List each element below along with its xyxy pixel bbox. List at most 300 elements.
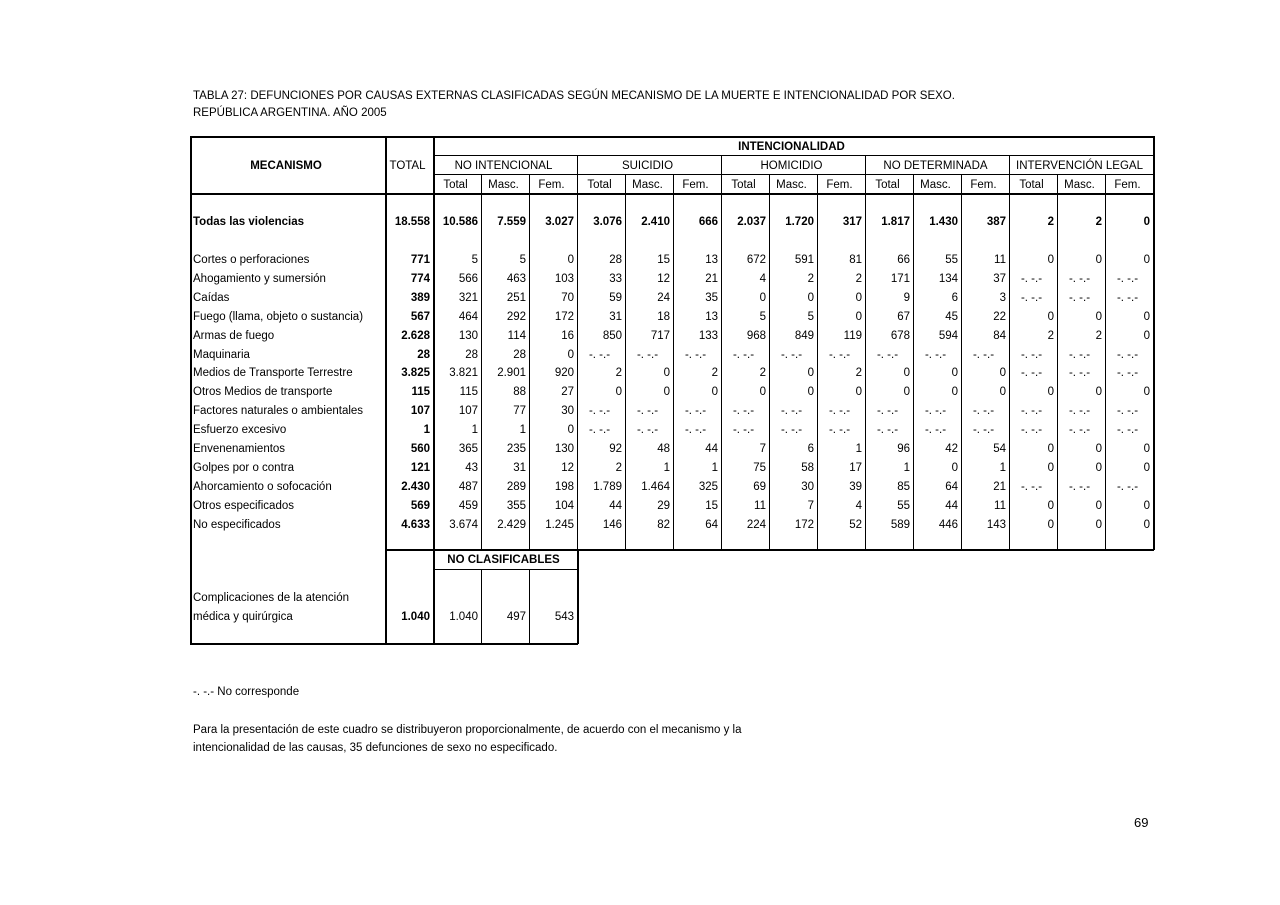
table-row-12-cell: 0 — [951, 462, 958, 474]
table-row-1-cell: 771 — [410, 254, 430, 266]
table-row-13-cell: 21 — [993, 481, 1006, 493]
subheader-5: Masc. — [632, 179, 663, 191]
table-row-10-cell: -. -.- — [636, 424, 659, 436]
table-row-3-cell: -. -.- — [1116, 292, 1139, 304]
table-row-3-cell: -. -.- — [1068, 292, 1091, 304]
table-row-6-cell: -. -.- — [588, 349, 611, 361]
subheader-1: Total — [443, 179, 468, 191]
table-row-6-cell: -. -.- — [828, 349, 851, 361]
table-row-13-label: Ahorcamiento o sofocación — [193, 481, 332, 493]
table-row-5-cell: 717 — [650, 330, 670, 342]
table-row-12-cell: 0 — [1095, 462, 1102, 474]
table-row-4-cell: 5 — [807, 311, 814, 323]
subheader-2: Masc. — [488, 179, 519, 191]
footnote-line-2: intencionalidad de las causas, 35 defunciones de sexo no especificado. — [193, 742, 558, 754]
table-row-6-cell: 28 — [465, 349, 478, 361]
table-row-7-cell: 2 — [615, 367, 622, 379]
footnote-line-1: Para la presentación de este cuadro se distribuyeron proporcionalmente, de acuerdo con el mecanismo y la — [193, 724, 742, 736]
table-row-9-cell: 107 — [410, 405, 430, 417]
table-row-9-cell: -. -.- — [1068, 405, 1091, 417]
table-row-8-cell: 0 — [759, 386, 766, 398]
table-row-13-cell: -. -.- — [1116, 481, 1139, 493]
table-row-10-cell: -. -.- — [828, 424, 851, 436]
table-row-5-cell: 114 — [507, 330, 526, 342]
table-row-5-cell: 2.628 — [401, 330, 430, 342]
table-row-13-cell: 64 — [945, 481, 958, 493]
table-row-1-cell: 15 — [657, 254, 670, 266]
table-row-14-cell: 459 — [458, 500, 478, 512]
table-row-11-cell: 48 — [657, 443, 670, 455]
table-row-9-cell: 30 — [561, 405, 574, 417]
table-row-4-cell: 31 — [609, 311, 622, 323]
table-row-2-cell: 171 — [890, 273, 910, 285]
subheader-3: Fem. — [538, 179, 565, 191]
total-row-cell: 7.559 — [497, 216, 526, 228]
table-row-1-cell: 66 — [897, 254, 910, 266]
table-row-4-cell: 67 — [897, 311, 910, 323]
table-row-2-cell: -. -.- — [1020, 273, 1043, 285]
table-row-13-cell: 85 — [897, 481, 910, 493]
table-row-8-label: Otros Medios de transporte — [193, 386, 333, 398]
table-bottom-border — [190, 643, 578, 645]
table-row-12-cell: 1 — [999, 462, 1006, 474]
table-row-5-cell: 849 — [794, 330, 814, 342]
subheader-14: Masc. — [1064, 179, 1095, 191]
table-row-11-label: Envenenamientos — [193, 443, 286, 455]
table-row-2-cell: 774 — [410, 273, 430, 285]
table-row-15-cell: 0 — [1095, 519, 1102, 531]
total-row-cell: 3.027 — [545, 216, 574, 228]
table-row-14-cell: 0 — [1143, 500, 1150, 512]
table-row-13-cell: -. -.- — [1068, 481, 1091, 493]
table-row-5-cell: 84 — [993, 330, 1006, 342]
table-row-8-cell: 0 — [1047, 386, 1054, 398]
table-row-12-cell: 121 — [410, 462, 430, 474]
table-row-4-cell: 0 — [1095, 311, 1102, 323]
table-row-10-cell: 1 — [471, 424, 478, 436]
table-row-11-cell: 7 — [759, 443, 766, 455]
nc-separator-2 — [529, 569, 530, 644]
table-row-11-cell: 0 — [1095, 443, 1102, 455]
table-row-8-cell: 0 — [807, 386, 814, 398]
table-row-4-cell: 464 — [458, 311, 478, 323]
table-row-7-cell: 2 — [711, 367, 718, 379]
table-row-12-cell: 0 — [1143, 462, 1150, 474]
complicaciones-cell: 1.040 — [401, 611, 430, 623]
table-row-3-label: Caídas — [193, 292, 230, 304]
table-row-5-cell: 678 — [890, 330, 910, 342]
group-header-4: NO DETERMINADA — [883, 160, 988, 172]
table-row-4-cell: 45 — [945, 311, 958, 323]
table-row-13-cell: 487 — [458, 481, 478, 493]
table-row-7-cell: 0 — [663, 367, 670, 379]
no-clasificables-right-border — [577, 549, 579, 644]
table-row-7-cell: 3.825 — [401, 367, 430, 379]
table-row-3-cell: 389 — [410, 292, 430, 304]
table-row-10-cell: -. -.- — [1020, 424, 1043, 436]
group-header-underline — [433, 174, 1154, 175]
table-row-12-cell: 12 — [561, 462, 574, 474]
table-row-2-cell: 21 — [705, 273, 718, 285]
table-row-15-label: No especificados — [193, 519, 281, 531]
table-row-1-cell: 5 — [519, 254, 526, 266]
table-row-11-cell: 1 — [855, 443, 862, 455]
table-row-4-cell: 567 — [410, 311, 430, 323]
table-row-12-cell: 75 — [753, 462, 766, 474]
table-row-6-cell: -. -.- — [1020, 349, 1043, 361]
table-row-1-cell: 5 — [471, 254, 478, 266]
total-row-cell: 666 — [698, 216, 718, 228]
table-row-8-cell: 0 — [903, 386, 910, 398]
table-row-12-cell: 2 — [615, 462, 622, 474]
table-row-2-cell: 566 — [458, 273, 478, 285]
page-number: 69 — [1134, 815, 1149, 830]
table-row-1-cell: 0 — [1095, 254, 1102, 266]
table-row-7-cell: -. -.- — [1068, 367, 1091, 379]
table-row-15-cell: 146 — [602, 519, 622, 531]
table-row-3-cell: 321 — [458, 292, 478, 304]
table-row-2-cell: 463 — [506, 273, 526, 285]
table-row-7-cell: 0 — [807, 367, 814, 379]
total-row-cell: 2.037 — [737, 216, 766, 228]
subheader-8: Masc. — [776, 179, 807, 191]
table-row-6-cell: -. -.- — [876, 349, 899, 361]
table-row-3-cell: -. -.- — [1020, 292, 1043, 304]
subheader-9: Fem. — [826, 179, 853, 191]
table-row-1-cell: 13 — [705, 254, 718, 266]
table-row-9-label: Factores naturales o ambientales — [193, 405, 364, 417]
intencionalidad-underline — [433, 155, 1154, 156]
table-row-6-cell: -. -.- — [684, 349, 707, 361]
table-row-7-cell: 2 — [759, 367, 766, 379]
table-row-5-cell: 0 — [1143, 330, 1150, 342]
table-row-3-cell: 35 — [705, 292, 718, 304]
table-row-11-cell: 365 — [458, 443, 478, 455]
table-row-1-cell: 0 — [1047, 254, 1054, 266]
table-row-6-label: Maquinaria — [193, 349, 250, 361]
table-row-2-cell: 134 — [938, 273, 958, 285]
table-row-15-cell: 224 — [746, 519, 766, 531]
table-row-3-cell: 0 — [855, 292, 862, 304]
table-row-5-cell: 2 — [1047, 330, 1054, 342]
complicaciones-cell: 543 — [554, 611, 574, 623]
table-row-3-cell: 0 — [807, 292, 814, 304]
table-row-15-cell: 52 — [849, 519, 862, 531]
group-header-3: HOMICIDIO — [760, 160, 823, 172]
table-row-8-cell: 0 — [1095, 386, 1102, 398]
table-row-12-cell: 17 — [849, 462, 862, 474]
table-row-10-cell: -. -.- — [1068, 424, 1091, 436]
table-row-14-cell: 7 — [807, 500, 814, 512]
table-row-15-cell: 2.429 — [497, 519, 526, 531]
table-row-15-cell: 64 — [705, 519, 718, 531]
table-row-8-cell: 0 — [1143, 386, 1150, 398]
table-row-3-cell: 0 — [759, 292, 766, 304]
table-row-9-cell: -. -.- — [924, 405, 947, 417]
table-row-2-cell: 2 — [807, 273, 814, 285]
table-row-6-cell: 28 — [417, 349, 430, 361]
table-row-2-cell: 4 — [759, 273, 766, 285]
table-row-10-cell: -. -.- — [588, 424, 611, 436]
table-row-13-cell: 1.789 — [593, 481, 622, 493]
table-row-7-cell: 2 — [855, 367, 862, 379]
table-row-15-cell: 172 — [794, 519, 814, 531]
table-row-3-cell: 9 — [903, 292, 910, 304]
table-row-15-cell: 0 — [1143, 519, 1150, 531]
table-row-5-cell: 594 — [938, 330, 958, 342]
total-row-cell: 1.817 — [881, 216, 910, 228]
table-row-8-cell: 0 — [711, 386, 718, 398]
table-row-14-cell: 0 — [1095, 500, 1102, 512]
table-row-12-cell: 1 — [663, 462, 670, 474]
table-row-6-cell: 28 — [513, 349, 526, 361]
total-row-cell: 1.430 — [929, 216, 958, 228]
table-row-10-label: Esfuerzo excesivo — [193, 424, 287, 436]
table-row-11-cell: 235 — [506, 443, 526, 455]
subheader-15: Fem. — [1114, 179, 1141, 191]
table-row-7-cell: 2.901 — [497, 367, 526, 379]
table-row-7-cell: 0 — [999, 367, 1006, 379]
table-row-6-cell: -. -.- — [1116, 349, 1139, 361]
table-row-7-label: Medios de Transporte Terrestre — [193, 367, 353, 379]
table-row-14-label: Otros especificados — [193, 500, 294, 512]
total-row-cell: 3.076 — [593, 216, 622, 228]
table-row-4-cell: 292 — [506, 311, 526, 323]
table-row-10-cell: -. -.- — [732, 424, 755, 436]
subheader-13: Total — [1019, 179, 1044, 191]
table-row-9-cell: -. -.- — [636, 405, 659, 417]
table-row-11-cell: 92 — [609, 443, 622, 455]
table-row-6-cell: -. -.- — [732, 349, 755, 361]
table-row-7-cell: 3.821 — [449, 367, 478, 379]
table-row-5-label: Armas de fuego — [193, 330, 275, 342]
table-row-7-cell: -. -.- — [1116, 367, 1139, 379]
group-header-1: NO INTENCIONAL — [454, 160, 553, 172]
total-row-cell: 0 — [1143, 216, 1150, 228]
table-row-5-cell: 968 — [746, 330, 766, 342]
table-row-15-cell: 446 — [938, 519, 958, 531]
table-row-9-cell: -. -.- — [732, 405, 755, 417]
table-row-13-cell: 198 — [554, 481, 574, 493]
table-row-9-cell: 107 — [458, 405, 478, 417]
subheader-11: Masc. — [920, 179, 951, 191]
table-row-1-label: Cortes o perforaciones — [193, 254, 310, 266]
total-header: TOTAL — [389, 160, 426, 172]
table-row-10-cell: -. -.- — [780, 424, 803, 436]
table-row-12-cell: 58 — [801, 462, 814, 474]
table-row-10-cell: -. -.- — [1116, 424, 1139, 436]
table-row-3-cell: 3 — [999, 292, 1006, 304]
table-row-9-cell: -. -.- — [780, 405, 803, 417]
total-row-label: Todas las violencias — [193, 216, 305, 228]
table-row-1-cell: 81 — [849, 254, 862, 266]
table-left-border — [190, 136, 192, 644]
table-row-13-cell: 39 — [849, 481, 862, 493]
table-row-4-label: Fuego (llama, objeto o sustancia) — [193, 311, 364, 323]
table-title-line-1: TABLA 27: DEFUNCIONES POR CAUSAS EXTERNAS CLASIFICADAS SEGÚN MECANISMO DE LA MUERTE E INTENCIONALIDAD POR SEXO. — [193, 90, 955, 102]
table-row-8-cell: 0 — [855, 386, 862, 398]
table-row-14-cell: 11 — [994, 500, 1006, 512]
total-row-cell: 2 — [1095, 216, 1102, 228]
table-row-2-cell: 37 — [993, 273, 1006, 285]
table-row-15-cell: 143 — [986, 519, 1006, 531]
table-row-10-cell: -. -.- — [924, 424, 947, 436]
table-row-4-cell: 0 — [1143, 311, 1150, 323]
mecanismo-header: MECANISMO — [250, 160, 322, 172]
table-row-11-cell: 0 — [1047, 443, 1054, 455]
table-row-6-cell: -. -.- — [636, 349, 659, 361]
table-row-2-cell: 33 — [609, 273, 622, 285]
table-row-12-cell: 0 — [1047, 462, 1054, 474]
table-row-11-cell: 44 — [705, 443, 718, 455]
table-row-14-cell: 104 — [554, 500, 574, 512]
table-row-7-cell: -. -.- — [1020, 367, 1043, 379]
table-title-line-2: REPÚBLICA ARGENTINA. AÑO 2005 — [193, 107, 387, 119]
table-row-12-cell: 43 — [465, 462, 478, 474]
complicaciones-cell: 1.040 — [449, 611, 478, 623]
table-row-11-cell: 130 — [554, 443, 574, 455]
table-row-13-cell: 69 — [753, 481, 766, 493]
table-row-10-cell: -. -.- — [972, 424, 995, 436]
table-row-1-cell: 672 — [746, 254, 766, 266]
group-header-2: SUICIDIO — [621, 160, 674, 172]
table-row-3-cell: 70 — [561, 292, 574, 304]
table-row-10-cell: -. -.- — [684, 424, 707, 436]
table-row-10-cell: 1 — [519, 424, 526, 436]
table-row-4-cell: 13 — [705, 311, 718, 323]
subheader-4: Total — [587, 179, 612, 191]
table-row-8-cell: 0 — [951, 386, 958, 398]
table-row-8-cell: 115 — [459, 386, 478, 398]
table-row-6-cell: -. -.- — [780, 349, 803, 361]
table-row-5-cell: 850 — [602, 330, 622, 342]
table-row-3-cell: 6 — [951, 292, 958, 304]
legend-note: -. -.- No corresponde — [193, 686, 300, 698]
table-row-15-cell: 4.633 — [401, 519, 430, 531]
total-row-cell: 1.720 — [785, 216, 814, 228]
complicaciones-label-line-2: médica y quirúrgica — [193, 611, 293, 623]
table-row-11-cell: 560 — [410, 443, 430, 455]
table-right-border — [1153, 136, 1155, 550]
table-row-4-cell: 0 — [855, 311, 862, 323]
table-row-14-cell: 29 — [657, 500, 670, 512]
table-row-4-cell: 0 — [1047, 311, 1054, 323]
table-row-9-cell: -. -.- — [684, 405, 707, 417]
table-row-14-cell: 11 — [754, 500, 766, 512]
total-row-cell: 387 — [986, 216, 1006, 228]
table-row-3-cell: 24 — [657, 292, 670, 304]
nc-separator-1 — [481, 569, 482, 644]
table-row-11-cell: 54 — [993, 443, 1006, 455]
table-row-5-cell: 16 — [561, 330, 574, 342]
table-row-5-cell: 133 — [698, 330, 718, 342]
table-row-14-cell: 15 — [705, 500, 718, 512]
table-row-7-cell: 0 — [903, 367, 910, 379]
subheader-7: Total — [731, 179, 756, 191]
table-row-7-cell: 920 — [554, 367, 574, 379]
group-header-5: INTERVENCIÓN LEGAL — [1016, 160, 1143, 172]
table-row-8-cell: 88 — [513, 386, 526, 398]
table-row-6-cell: -. -.- — [1068, 349, 1091, 361]
total-row-cell: 2 — [1047, 216, 1054, 228]
table-row-8-cell: 0 — [999, 386, 1006, 398]
table-row-11-cell: 42 — [945, 443, 958, 455]
table-row-15-cell: 0 — [1047, 519, 1054, 531]
table-row-10-cell: 0 — [567, 424, 574, 436]
table-row-15-cell: 589 — [890, 519, 910, 531]
total-row-cell: 2.410 — [641, 216, 670, 228]
table-row-1-cell: 0 — [1143, 254, 1150, 266]
table-row-10-cell: 1 — [423, 424, 430, 436]
table-row-4-cell: 172 — [554, 311, 574, 323]
table-row-7-cell: 0 — [951, 367, 958, 379]
table-row-9-cell: -. -.- — [972, 405, 995, 417]
table-row-9-cell: -. -.- — [876, 405, 899, 417]
table-row-1-cell: 591 — [794, 254, 814, 266]
table-row-6-cell: 0 — [567, 349, 574, 361]
table-row-8-cell: 27 — [561, 386, 574, 398]
table-row-14-cell: 569 — [410, 500, 430, 512]
intencionalidad-header: INTENCIONALIDAD — [738, 141, 845, 153]
table-row-4-cell: 18 — [657, 311, 670, 323]
table-row-1-cell: 11 — [994, 254, 1006, 266]
table-row-9-cell: -. -.- — [1020, 405, 1043, 417]
table-row-2-label: Ahogamiento y sumersión — [193, 273, 326, 285]
table-row-9-cell: -. -.- — [828, 405, 851, 417]
table-row-8-cell: 0 — [615, 386, 622, 398]
table-row-1-cell: 0 — [567, 254, 574, 266]
total-row-cell: 317 — [842, 216, 862, 228]
table-row-10-cell: -. -.- — [876, 424, 899, 436]
table-row-8-cell: 115 — [411, 386, 430, 398]
table-row-6-cell: -. -.- — [972, 349, 995, 361]
table-row-3-cell: 59 — [609, 292, 622, 304]
table-row-2-cell: -. -.- — [1116, 273, 1139, 285]
total-row-cell: 10.586 — [442, 216, 478, 228]
table-row-13-cell: 1.464 — [641, 481, 670, 493]
table-row-8-cell: 0 — [663, 386, 670, 398]
table-row-14-cell: 44 — [609, 500, 622, 512]
table-row-14-cell: 44 — [945, 500, 958, 512]
subheader-6: Fem. — [682, 179, 709, 191]
table-row-2-cell: 12 — [657, 273, 670, 285]
total-row-cell: 18.558 — [394, 216, 430, 228]
table-row-15-cell: 82 — [657, 519, 670, 531]
table-row-1-cell: 28 — [609, 254, 622, 266]
table-row-12-cell: 31 — [513, 462, 526, 474]
table-row-12-label: Golpes por o contra — [193, 462, 295, 474]
table-row-12-cell: 1 — [903, 462, 910, 474]
table-row-15-cell: 3.674 — [449, 519, 478, 531]
table-row-11-cell: 6 — [807, 443, 814, 455]
subheader-10: Total — [875, 179, 900, 191]
subheader-12: Fem. — [970, 179, 997, 191]
table-row-6-cell: -. -.- — [924, 349, 947, 361]
table-row-13-cell: -. -.- — [1020, 481, 1043, 493]
complicaciones-cell: 497 — [506, 611, 526, 623]
table-row-13-cell: 2.430 — [401, 481, 430, 493]
table-top-border — [190, 136, 1154, 138]
table-row-14-cell: 4 — [855, 500, 862, 512]
table-row-11-cell: 96 — [897, 443, 910, 455]
table-row-2-cell: 2 — [855, 273, 862, 285]
table-row-15-cell: 1.245 — [545, 519, 574, 531]
table-row-4-cell: 22 — [993, 311, 1006, 323]
table-row-13-cell: 289 — [506, 481, 526, 493]
table-row-5-cell: 130 — [458, 330, 478, 342]
table-row-11-cell: 0 — [1143, 443, 1150, 455]
table-row-12-cell: 1 — [711, 462, 718, 474]
